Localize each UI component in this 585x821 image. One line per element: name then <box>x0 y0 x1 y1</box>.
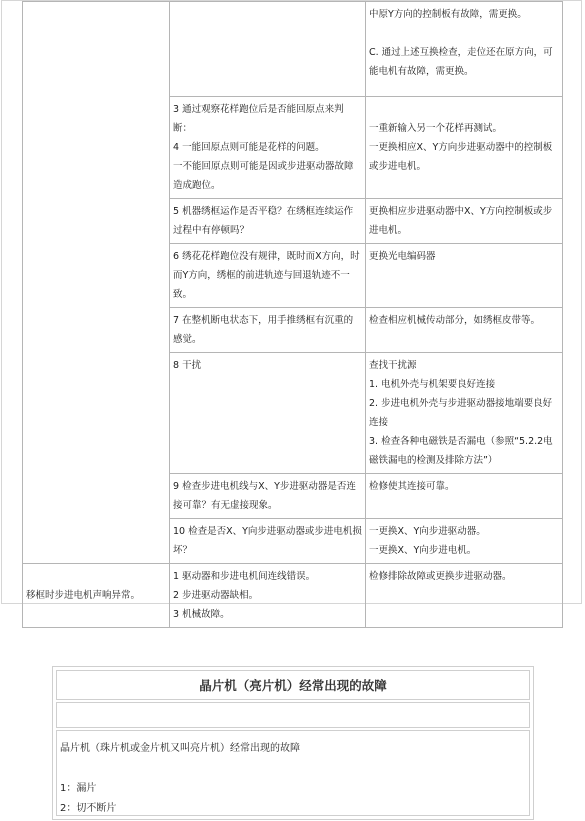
table-cell-check: 1 驱动器和步进电机间连线错误。 2 步进驱动器缺相。 3 机械故障。 <box>170 564 366 628</box>
table-cell-symptom <box>23 2 170 564</box>
table-cell-check: 8 干扰 <box>170 353 366 474</box>
card-empty-row <box>56 702 530 728</box>
table-cell-remedy: 一重新输入另一个花样再测试。 一更换相应X、Y方向步进驱动器中的控制板或步进电机。 <box>366 97 563 199</box>
table-cell-remedy: 检查相应机械传动部分，如绣框皮带等。 <box>366 308 563 353</box>
fault-table <box>22 1 563 628</box>
table-cell-check <box>170 2 366 97</box>
table-cell-remedy: 检修排除故障或更换步进驱动器。 <box>366 564 563 628</box>
table-row <box>23 564 563 628</box>
table-cell-remedy: 中原Y方向的控制板有故障，需更换。 C. 通过上述互换检查，走位还在原方向，可能电机有故障，需更换。 <box>366 2 563 97</box>
table-row <box>23 2 563 97</box>
card-title: 晶片机（亮片机）经常出现的故障 <box>56 670 530 700</box>
sequin-machine-card <box>52 666 534 820</box>
table-cell-check: 3 通过观察花样跑位后是否能回原点来判断： 4 一能回原点则可能是花样的问题。 一不能回原点则可能是因或步进驱动器故障造成跑位。 <box>170 97 366 199</box>
table-cell-remedy: 查找干扰源 1. 电机外壳与机架要良好连接 2. 步进电机外壳与步进驱动器接地端要良好连接 3. 检查各种电磁铁是否漏电（参照“5.2.2电磁铁漏电的检测及排除方法”） <box>366 353 563 474</box>
table-cell-remedy: 一更换X、Y向步进驱动器。 一更换X、Y向步进电机。 <box>366 519 563 564</box>
table-cell-check: 9 检查步进电机线与X、Y步进驱动器是否连接可靠？有无虚接现象。 <box>170 474 366 519</box>
table-cell-check: 6 绣花花样跑位没有规律，既时而X方向，时而Y方向，绣框的前进轨迹与回退轨迹不一致。 <box>170 244 366 308</box>
table-cell-symptom: 移框时步进电机声响异常。 <box>23 564 170 628</box>
table-cell-check: 7 在整机断电状态下，用手推绣框有沉重的感觉。 <box>170 308 366 353</box>
table-frame <box>1 0 582 620</box>
table-cell-remedy: 更换相应步进驱动器中X、Y方向控制板或步进电机。 <box>366 199 563 244</box>
table-cell-check: 10 检查是否X、Y向步进驱动器或步进电机损坏？ <box>170 519 366 564</box>
table-cell-check: 5 机器绣框运作是否平稳？在绣框连续运作过程中有停顿吗？ <box>170 199 366 244</box>
table-cell-remedy: 检修使其连接可靠。 <box>366 474 563 519</box>
table-cell-remedy: 更换光电编码器 <box>366 244 563 308</box>
card-body: 晶片机（珠片机或金片机又叫亮片机）经常出现的故障 1：漏片 2：切不断片 <box>56 730 530 816</box>
